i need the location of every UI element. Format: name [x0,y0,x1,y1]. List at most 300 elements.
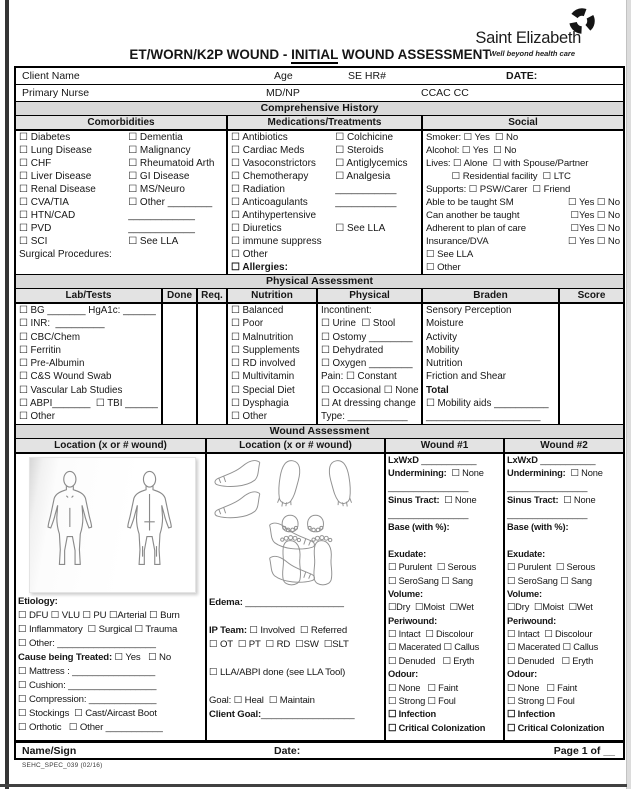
physical-column [316,289,421,424]
wound2-list [505,454,623,737]
section-comprehensive-history: Comprehensive History [16,102,623,116]
social-column [421,116,623,274]
location-feet-header: Location (x or # wound) [207,439,384,454]
form-line[interactable] [423,183,623,196]
brand-name: Saint Elizabeth [475,29,581,47]
physical-list [318,304,421,424]
line-text: Able to be taught SM [426,197,514,208]
form-line[interactable] [332,157,421,170]
feet-diagram[interactable] [209,456,382,594]
line-text: ☐ Dehydrated [321,344,384,356]
req-column-cells[interactable] [198,304,226,424]
form-line[interactable] [16,707,205,721]
line-text: ☐ Other [19,411,56,423]
line-text: ☐ Strong ☐ Foul [388,696,456,707]
form-line[interactable] [423,144,623,157]
form-line[interactable] [16,679,205,693]
line-text: ☐ Dysphagia [231,398,289,410]
comprehensive-history-columns [16,116,623,275]
form-line[interactable] [332,170,421,183]
form-line[interactable] [16,209,125,222]
form-line[interactable] [125,222,226,235]
line-text: ☐ Cushion: _________________ [18,680,157,691]
name-sign-label: Name/Sign [22,745,77,757]
form-line[interactable] [125,131,226,144]
form-line[interactable] [318,370,421,383]
form-line[interactable] [228,344,316,357]
form-line[interactable] [16,196,125,209]
req-header: Req. [198,289,226,304]
line-text: ☐ Oxygen ________ [321,358,413,370]
wound1-list [386,454,503,737]
line-text: ☐ Strong ☐ Foul [507,696,575,707]
medications-column [226,116,421,274]
form-line [505,534,623,547]
form-line[interactable] [228,131,332,144]
form-line[interactable] [505,467,623,480]
form-line[interactable] [16,651,205,665]
form-line[interactable] [505,508,623,521]
line-text: ☐ Rheumatoid Arth [128,158,215,169]
line-text: ☐ MS/Neuro [128,184,185,195]
form-line [423,331,558,344]
form-line[interactable] [505,708,623,721]
line-text: ☐ None ☐ Faint [507,682,578,693]
line-text: ☐ DFU ☐ VLU ☐ PU ☐Arterial ☐ Burn [18,610,180,621]
body-front-back-diagram [30,458,193,590]
line-text: ___________ [335,197,397,208]
form-line[interactable] [228,384,316,397]
line-text: ___________ [418,455,477,465]
line-text: ☐ Antibiotics [231,132,288,143]
line-text: Activity [426,331,458,343]
line-text: ☐ HTN/CAD [19,210,76,221]
form-line[interactable] [423,131,623,144]
lab-tests-list [16,304,161,424]
line-text: ________________ [507,508,588,519]
line-text: ☐ Compression: _____________ [18,694,157,705]
form-line[interactable] [16,665,205,679]
line-text: Mobility [426,344,460,356]
form-line[interactable] [16,222,125,235]
form-line[interactable] [505,601,623,614]
form-line[interactable] [125,157,226,170]
form-line[interactable] [228,248,332,261]
nurse-row[interactable] [16,85,623,102]
form-line[interactable] [16,637,205,651]
form-line[interactable] [228,410,316,423]
form-line[interactable] [207,596,384,610]
form-line[interactable] [228,357,316,370]
form-line[interactable] [505,575,623,588]
line-bold: ☐ Critical Colonization [388,722,486,733]
line-text: ☐ Lung Disease [19,145,92,156]
form-line[interactable] [386,628,503,641]
line-text: Surgical Procedures: [19,249,112,260]
form-line[interactable] [332,144,421,157]
line-text: ☐ Special Diet [231,384,295,396]
form-line[interactable] [505,494,623,507]
form-line[interactable] [318,331,421,344]
line-text: Alcohol: ☐ Yes ☐ No [426,145,517,156]
line-text: ☐ Vasoconstrictors [231,158,316,169]
etiology-list [16,595,205,735]
form-line[interactable] [332,196,421,209]
line-text: ☐ Inflammatory ☐ Surgical ☐ Trauma [18,624,178,635]
form-title [10,47,610,62]
form-line [505,521,623,534]
line-bold: Odour: [507,669,538,680]
line-text: Moisture [426,318,464,330]
form-line[interactable] [125,209,226,222]
form-line [332,209,421,222]
form-line[interactable] [228,209,332,222]
form-line[interactable] [125,183,226,196]
line-bold: Base (with %): [507,521,569,532]
line-text: ☐ Diabetes [19,132,71,143]
line-text: ☐ Denuded ☐ Eryth [388,655,475,666]
line-text: ☐ Other: ___________________ [18,638,156,649]
line-text: ___________ [335,184,397,195]
line-text: ☐ Mattress : ________________ [18,666,156,677]
line-bold: Periwound: [507,615,557,626]
form-line[interactable] [228,183,332,196]
form-line [423,357,558,370]
line-text: ____________ [128,210,195,221]
line-bold: LxWxD [388,455,419,465]
line-text: ☐ Supplements [231,344,300,356]
line-text: ☐ Anticoagulants [231,197,308,208]
form-line[interactable] [332,183,421,196]
form-line[interactable] [228,317,316,330]
wound1-header: Wound #1 [386,439,503,454]
form-line[interactable] [16,331,161,344]
brand-tagline: Well beyond health care [489,49,575,58]
form-line[interactable] [318,317,421,330]
line-text: ☐ None [558,495,596,506]
form-line[interactable] [318,384,421,397]
line-bold: Periwound: [388,615,438,626]
form-title-suffix: WOUND ASSESSMENT [338,47,491,62]
line-text: ☐ Steroids [335,145,384,156]
form-line[interactable] [386,508,503,521]
line-bold: LxWxD [507,455,538,465]
document-code: SEHC_SPEC_039 (02/16) [22,762,103,769]
line-text: ☐ ABPI_______ ☐ TBI ______ [19,398,158,410]
line-bold: Base (with %): [388,521,450,532]
form-line[interactable] [228,157,332,170]
signature-row[interactable] [16,741,623,758]
form-line[interactable] [423,235,623,248]
form-line[interactable] [125,144,226,157]
line-text: Can another be taught [426,210,520,221]
form-line[interactable] [16,357,161,370]
form-line[interactable] [318,357,421,370]
line-text: Friction and Shear [426,371,507,383]
form-line[interactable] [16,370,161,383]
form-line[interactable] [228,331,316,344]
line-text: ________________ [388,508,469,519]
score-column-cells[interactable] [560,304,623,424]
form-line[interactable] [423,196,623,209]
form-line[interactable] [228,144,332,157]
form-line [207,652,384,666]
form-line[interactable] [386,494,503,507]
line-text: ☐ Malignancy [128,145,191,156]
form-line[interactable] [332,131,421,144]
wound2-column [503,439,623,740]
location-body-column [16,439,205,740]
form-line [16,248,125,261]
section-physical-assessment: Physical Assessment [16,275,623,289]
form-line[interactable] [386,682,503,695]
form-line[interactable] [423,410,558,423]
form-line[interactable] [16,721,205,735]
form-line[interactable] [386,454,503,467]
scan-left-edge [5,0,9,789]
ccac-cc-label: CCAC CC [421,87,469,99]
done-column-cells[interactable] [163,304,196,424]
form-line[interactable] [207,624,384,638]
comorbidities-column [16,116,226,274]
form-line[interactable] [16,144,125,157]
form-line[interactable] [423,397,558,410]
nutrition-header: Nutrition [228,289,316,304]
line-text: ☐ Pre-Albumin [19,358,85,370]
form-line [423,344,558,357]
form-line[interactable] [505,561,623,574]
line-bold: Client Goal: [209,709,262,720]
form-line[interactable] [505,641,623,654]
line-bold: ☐ Critical Colonization [507,722,605,733]
form-line[interactable] [16,397,161,410]
form-line[interactable] [386,481,503,494]
line-text: ☐ Involved ☐ Referred [246,625,348,636]
line-text: ☐ Chemotherapy [231,171,309,182]
form-line[interactable] [228,261,332,274]
line-bold: ☐ Infection [507,709,556,720]
nutrition-column [226,289,316,424]
form-line[interactable] [207,666,384,680]
primary-nurse-label: Primary Nurse [22,87,90,99]
line-text: ☐ Ostomy ________ [321,331,413,343]
form-line[interactable] [16,317,161,330]
line-text: ☐ Other [231,249,268,260]
date-label: DATE: [506,70,538,82]
form-line[interactable] [332,222,421,235]
line-text: Pain: ☐ Constant [321,371,397,383]
line-text: ☐ CHF [19,158,52,169]
section-wound-assessment: Wound Assessment [16,425,623,439]
line-right: ☐ Yes ☐ No [568,197,620,208]
form-line[interactable] [228,170,332,183]
line-bold: Sinus Tract: [388,495,440,506]
form-line[interactable] [16,609,205,623]
line-text: ☐ C&S Wound Swab [19,371,112,383]
line-text: ☐ Residential facility ☐ LTC [426,171,571,182]
form-line[interactable] [505,628,623,641]
line-bold: Volume: [388,588,423,599]
score-header: Score [560,289,623,304]
form-line [207,610,384,624]
form-line[interactable] [505,682,623,695]
line-text: ________________ [388,481,469,492]
line-bold: Volume: [507,588,542,599]
form-line[interactable] [386,708,503,721]
se-hr-label: SE HR# [348,70,386,82]
line-text: ☐ INR: _________ [19,318,105,330]
form-line [386,588,503,601]
body-diagram[interactable] [29,457,196,593]
form-line[interactable] [505,722,623,735]
line-text: Sensory Perception [426,305,512,316]
line-text: ☐ See LLA [426,249,474,260]
form-line[interactable] [125,170,226,183]
form-line[interactable] [423,222,623,235]
line-text: Lives: ☐ Alone ☐ with Spouse/Partner [426,158,589,169]
line-text: ☐Dry ☐Moist ☐Wet [388,602,474,613]
form-line[interactable] [386,467,503,480]
form-line[interactable] [207,708,384,722]
form-line[interactable] [386,655,503,668]
form-line[interactable] [423,248,623,261]
form-line[interactable] [228,370,316,383]
comorbidities-left-list [16,131,125,274]
line-text: ☐ BG _______ HgA1c: ______ [19,305,156,316]
line-text: ________________ [507,481,588,492]
line-text: ☐ Diuretics [231,223,282,234]
line-text: ☐ LLA/ABPI done (see LLA Tool) [209,667,346,678]
form-title-prefix: ET/WORN/K2P WOUND - [129,47,292,62]
line-text: ☐ Colchicine [335,132,394,143]
form-line[interactable] [318,397,421,410]
line-text: ☐ Malnutrition [231,331,294,343]
line-bold: Cause being Treated: [18,652,113,663]
line-text: ☐ OT ☐ PT ☐ RD ☐SW ☐SLT [209,639,349,650]
form-line[interactable] [423,209,623,222]
form-line[interactable] [505,481,623,494]
line-bold: Edema: [209,597,243,608]
line-text: ☐ None ☐ Faint [388,682,459,693]
wound-assessment-columns [16,439,623,741]
form-line[interactable] [16,131,125,144]
form-line[interactable] [386,641,503,654]
form-line[interactable] [386,722,503,735]
line-bold: Sinus Tract: [507,495,559,506]
line-text: ☐ CBC/Chem [19,331,81,343]
form-line[interactable] [386,601,503,614]
form-line[interactable] [386,575,503,588]
form-line[interactable] [318,410,421,423]
form-line [386,548,503,561]
physical-assessment-columns [16,289,623,425]
wound2-header: Wound #2 [505,439,623,454]
line-text: Smoker: ☐ Yes ☐ No [426,132,519,143]
form-line[interactable] [423,157,623,170]
form-line[interactable] [505,655,623,668]
form-line[interactable] [228,196,332,209]
form-line[interactable] [16,183,125,196]
form-line[interactable] [505,454,623,467]
wound-assessment-form [14,66,625,760]
line-text: Supports: ☐ PSW/Carer ☐ Friend [426,184,571,195]
line-text: ☐ Denuded ☐ Eryth [507,655,594,666]
line-text: ☐ Mobility aids __________ [426,398,549,410]
form-line[interactable] [16,410,161,423]
form-line[interactable] [228,235,332,248]
line-text: Incontinent: [321,305,372,316]
line-text: ☐ Multivitamin [231,371,295,383]
line-text: ☐ See LLA [128,236,179,247]
line-text: ___________________ [242,597,344,608]
line-text: ☐ At dressing change [321,398,416,410]
date-footer-label: Date: [274,745,301,757]
line-text: ☐ Other ________ [128,197,213,208]
form-line[interactable] [16,344,161,357]
form-line[interactable] [16,623,205,637]
line-bold: Exudate: [388,548,427,559]
form-line[interactable] [505,695,623,708]
line-bold: Etiology: [18,596,58,607]
line-text: __________________ [261,709,355,720]
line-text: ☐ Liver Disease [19,171,92,182]
form-line[interactable] [207,638,384,652]
form-line[interactable] [125,196,226,209]
form-line[interactable] [16,235,125,248]
form-line[interactable] [228,222,332,235]
line-text: ☐ immune suppress [231,236,322,247]
edema-goal-list [207,596,384,722]
line-text: ☐ Macerated ☐ Callus [388,642,480,653]
form-line[interactable] [423,170,623,183]
medications-left-list [228,131,332,274]
form-line[interactable] [16,693,205,707]
form-line[interactable] [386,695,503,708]
line-text: Type: ___________ [321,411,408,423]
line-text: ___________ [537,455,596,465]
form-line [423,317,558,330]
location-body-header: Location (x or # wound) [16,439,205,454]
form-line[interactable] [125,235,226,248]
form-line [423,304,558,317]
form-line[interactable] [16,304,161,317]
client-name-label: Client Name [22,70,80,82]
client-row[interactable] [16,68,623,85]
line-right: ☐Yes ☐ No [570,210,620,221]
line-text: ☐ None [439,495,477,506]
form-line[interactable] [16,157,125,170]
form-line[interactable] [386,561,503,574]
line-bold: ☐ Allergies: [231,262,288,273]
form-line [386,668,503,681]
form-line[interactable] [16,170,125,183]
line-text: ☐ Dementia [128,132,183,143]
form-line[interactable] [423,261,623,274]
form-line[interactable] [16,384,161,397]
form-line[interactable] [318,344,421,357]
form-line [386,615,503,628]
form-line[interactable] [228,304,316,317]
form-line [386,534,503,547]
form-line[interactable] [228,397,316,410]
social-list [423,131,623,274]
line-text: ☐ SCI [19,236,48,247]
form-line[interactable] [207,694,384,708]
line-text: ☐ Renal Disease [19,184,96,195]
line-text: ☐ CVA/TIA [19,197,69,208]
line-bold: Undermining: [507,468,566,479]
age-label: Age [274,70,293,82]
